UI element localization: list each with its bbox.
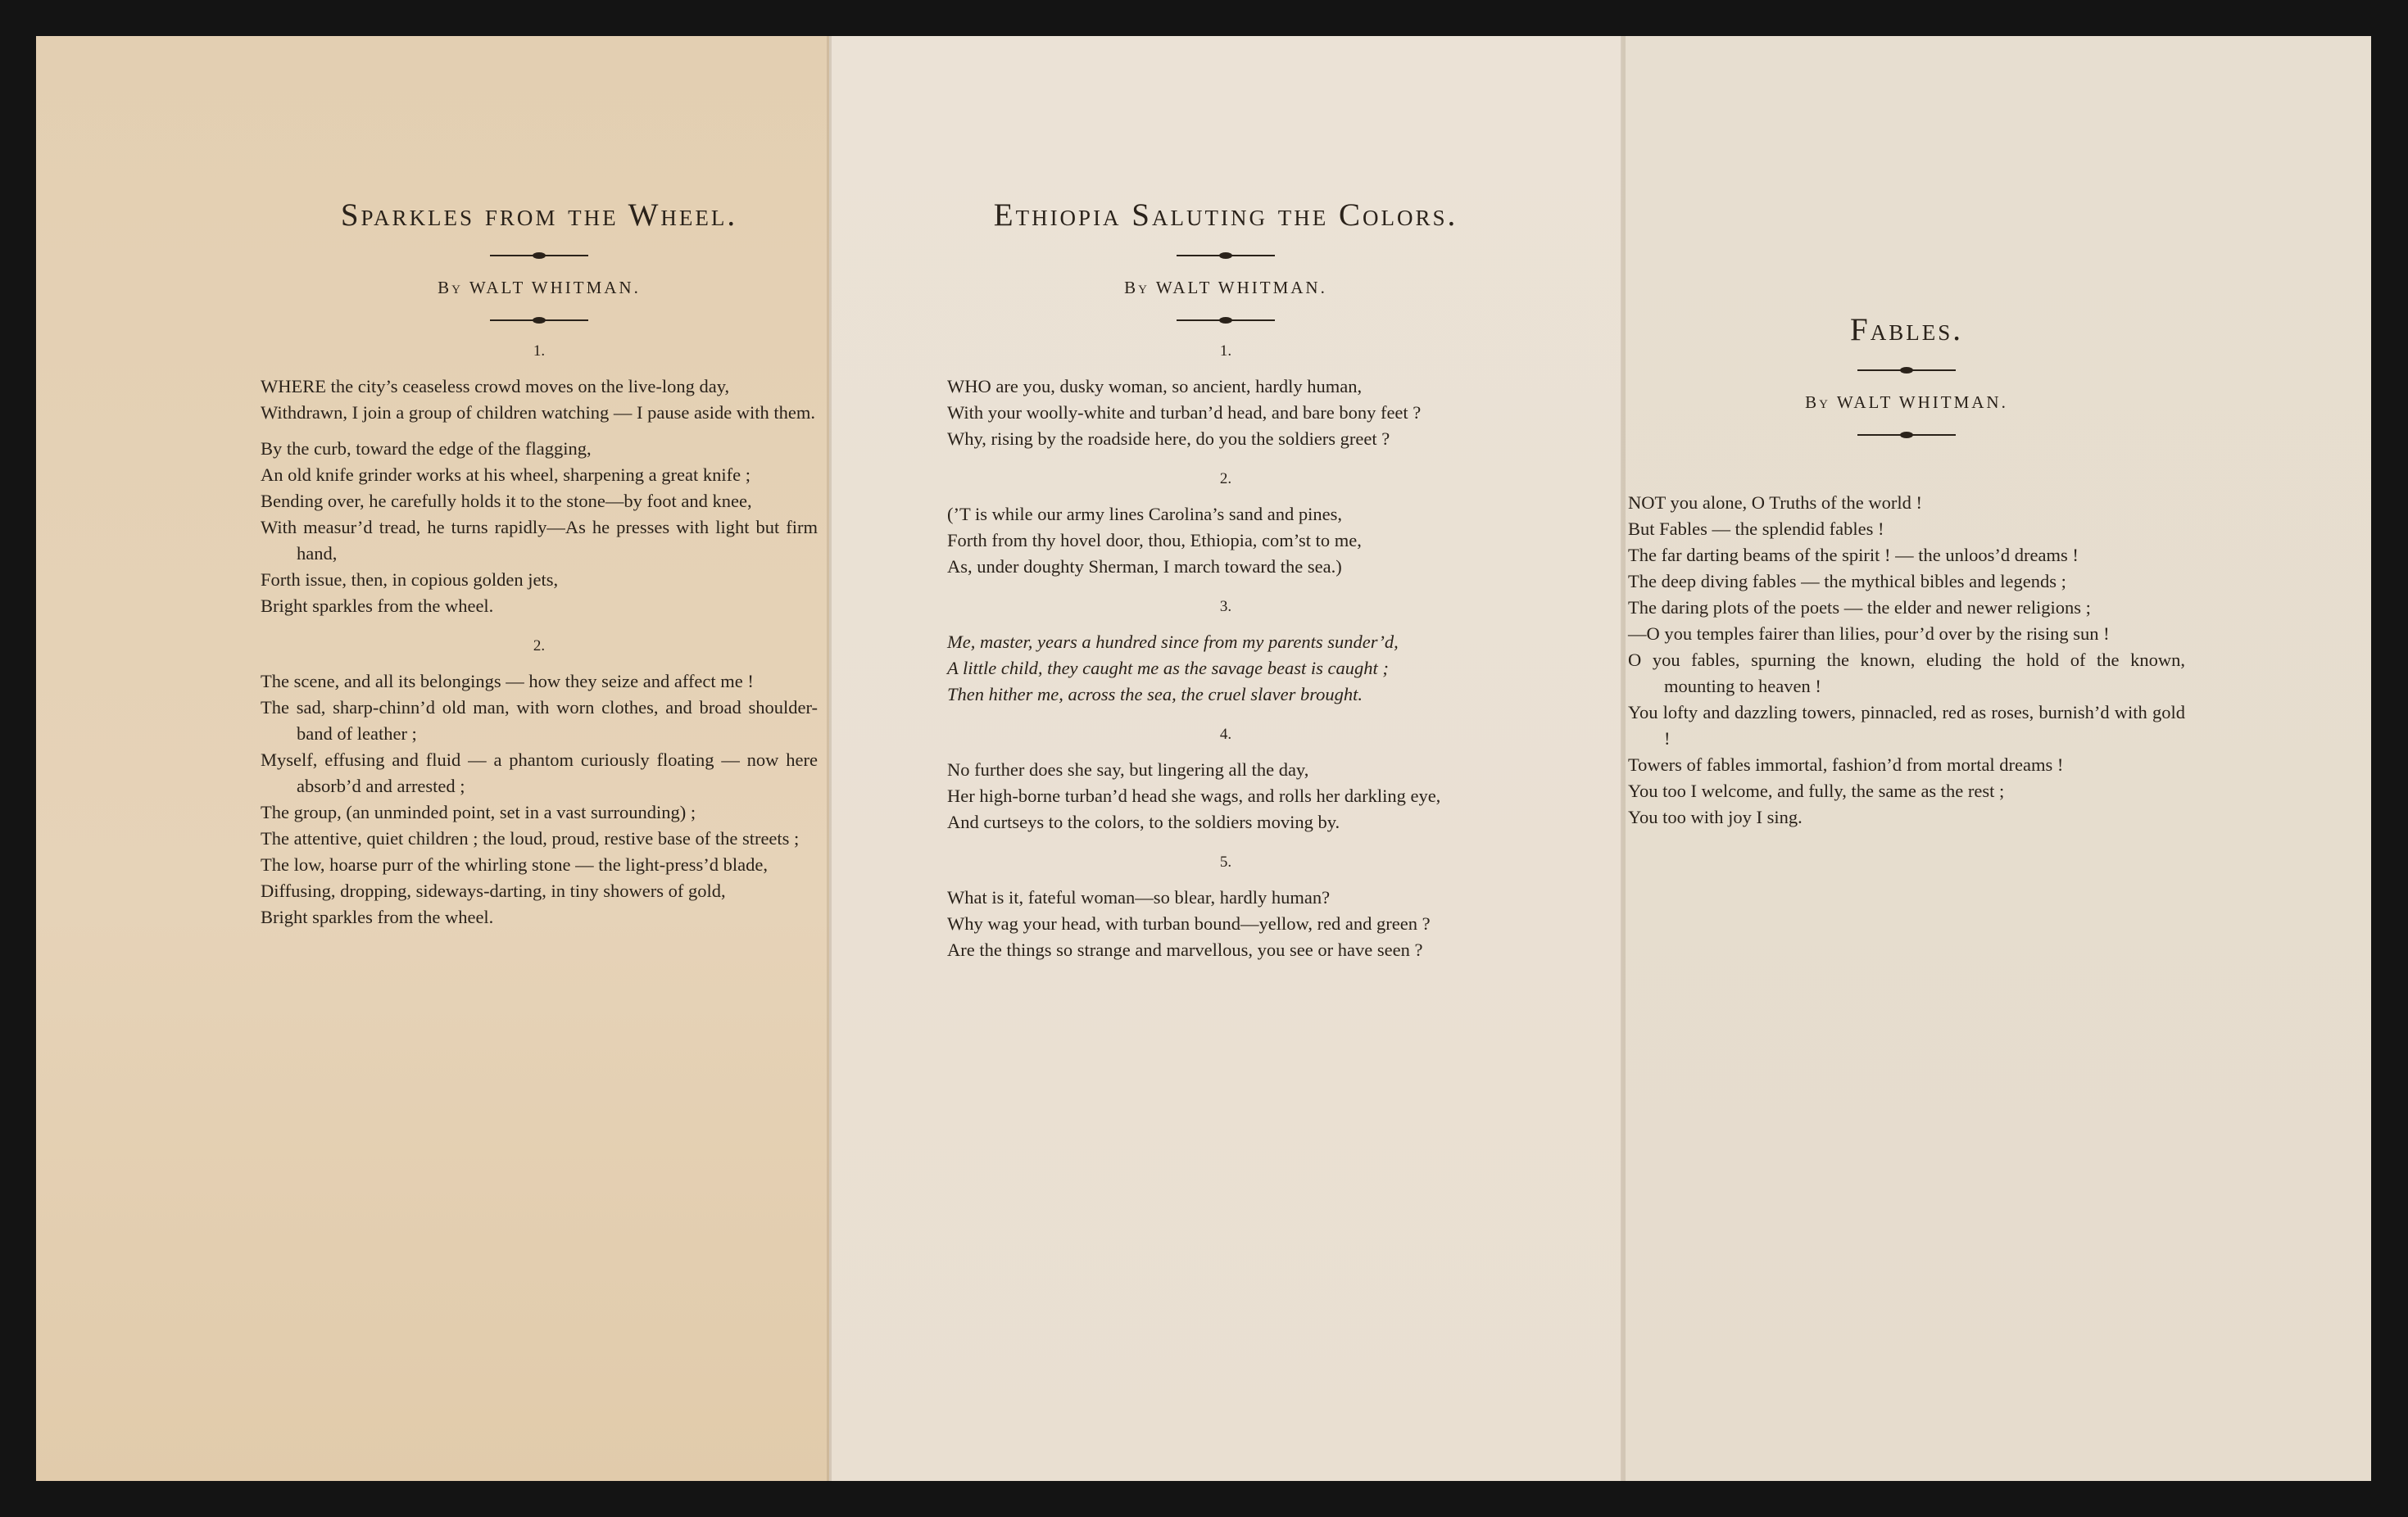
section-number: 2. <box>1219 470 1232 487</box>
verse-line: The sad, sharp-chinn’d old man, with worn clothes, and broad shoulder-band of leather ; <box>261 697 818 744</box>
verse-line: Diffusing, dropping, sideways-darting, in tiny showers of gold, <box>261 881 726 901</box>
verse-line: Why, rising by the roadside here, do you the soldiers greet ? <box>947 428 1390 449</box>
verse-line: O you fables, spurning the known, eluding the hold of the known, mounting to heaven ! <box>1628 650 2185 696</box>
verse-line: You too I welcome, and fully, the same as the rest ; <box>1628 781 2005 801</box>
section-number: 3. <box>1219 598 1232 615</box>
verse-line: No further does she say, but lingering all the day, <box>947 759 1309 780</box>
ornamental-rule <box>1177 251 1275 260</box>
verse-line: Bending over, he carefully holds it to the stone—by foot and knee, <box>261 491 752 511</box>
poem-sparkles-from-the-wheel <box>261 197 818 931</box>
verse-line: You lofty and dazzling towers, pinnacled, red as roses, burnish’d with gold ! <box>1628 702 2185 749</box>
poem-byline: By WALT WHITMAN. <box>1805 392 2008 412</box>
verse-line: The group, (an unminded point, set in a vast surrounding) ; <box>261 802 696 822</box>
verse-line: WHERE the city’s ceaseless crowd moves on the live-long day, <box>261 376 730 396</box>
fold-line <box>1621 36 1626 1481</box>
verse-line: And curtseys to the colors, to the soldiers moving by. <box>947 812 1340 832</box>
verse-line: NOT you alone, O Truths of the world ! <box>1628 492 1922 513</box>
verse-line: Why wag your head, with turban bound—yellow, red and green ? <box>947 913 1431 934</box>
ornamental-rule <box>490 316 588 324</box>
verse-line: The deep diving fables — the mythical bibles and legends ; <box>1628 571 2066 591</box>
verse-line: Her high-borne turban’d head she wags, and rolls her darkling eye, <box>947 786 1441 806</box>
verse-line: An old knife grinder works at his wheel, sharpening a great knife ; <box>261 464 751 485</box>
verse-line: By the curb, toward the edge of the flagging, <box>261 438 592 459</box>
poem-fables <box>1628 311 2185 831</box>
ornamental-rule <box>1177 316 1275 324</box>
verse-line: The daring plots of the poets — the elder and newer religions ; <box>1628 597 2091 618</box>
verse-line: Are the things so strange and marvellous, you see or have seen ? <box>947 940 1423 960</box>
verse-line: Forth issue, then, in copious golden jets, <box>261 569 559 590</box>
verse-line: Then hither me, across the sea, the cruel slaver brought. <box>947 684 1363 704</box>
poem-title: Sparkles from the Wheel. <box>340 197 738 233</box>
section-number: 4. <box>1219 726 1232 743</box>
broadside-sheet <box>36 36 2371 1481</box>
verse-line: The low, hoarse purr of the whirling stone — the light-press’d blade, <box>261 854 769 875</box>
verse-line: With measur’d tread, he turns rapidly—As he presses with light but firm hand, <box>261 517 818 564</box>
ornamental-rule <box>1857 366 1956 374</box>
poem-byline: By WALT WHITMAN. <box>438 278 641 297</box>
verse-line: Forth from thy hovel door, thou, Ethiopia, com’st to me, <box>947 530 1362 550</box>
verse-line: You too with joy I sing. <box>1628 807 1803 827</box>
verse-line: Me, master, years a hundred since from my parents sunder’d, <box>947 632 1399 652</box>
verse-line: As, under doughty Sherman, I march toward the sea.) <box>947 556 1342 577</box>
verse-line: Towers of fables immortal, fashion’d from mortal dreams ! <box>1628 754 2064 775</box>
poem-title: Fables. <box>1850 312 1963 347</box>
verse-line: Withdrawn, I join a group of children watching — I pause aside with them. <box>261 402 816 423</box>
verse-line: The far darting beams of the spirit ! — the unloos’d dreams ! <box>1628 545 2079 565</box>
verse-line: WHO are you, dusky woman, so ancient, hardly human, <box>947 376 1363 396</box>
section-number: 2. <box>533 637 546 654</box>
verse-line: The attentive, quiet children ; the loud, proud, restive base of the streets ; <box>261 828 800 849</box>
section-number: 1. <box>533 342 546 360</box>
section-number: 1. <box>1219 342 1232 360</box>
poem-ethiopia-saluting-the-colors <box>947 197 1504 963</box>
verse-line: —O you temples fairer than lilies, pour’d over by the rising sun ! <box>1628 623 2110 644</box>
verse-line: (’T is while our army lines Carolina’s sand and pines, <box>947 504 1342 524</box>
verse-line: A little child, they caught me as the savage beast is caught ; <box>947 658 1389 678</box>
verse-line: Bright sparkles from the wheel. <box>261 595 494 616</box>
poem-byline: By WALT WHITMAN. <box>1124 278 1327 297</box>
ornamental-rule <box>1857 431 1956 439</box>
verse-line: Myself, effusing and fluid — a phantom curiously floating — now here absorb’d and arrested ; <box>261 749 818 796</box>
verse-line: The scene, and all its belongings — how they seize and affect me ! <box>261 671 754 691</box>
verse-line: With your woolly-white and turban’d head, and bare bony feet ? <box>947 402 1422 423</box>
poem-title: Ethiopia Saluting the Colors. <box>993 197 1458 233</box>
section-number: 5. <box>1219 854 1232 871</box>
verse-line: Bright sparkles from the wheel. <box>261 907 494 927</box>
verse-line: What is it, fateful woman—so blear, hardly human? <box>947 887 1331 908</box>
fold-line <box>827 36 832 1481</box>
ornamental-rule <box>490 251 588 260</box>
verse-line: But Fables — the splendid fables ! <box>1628 518 1884 539</box>
